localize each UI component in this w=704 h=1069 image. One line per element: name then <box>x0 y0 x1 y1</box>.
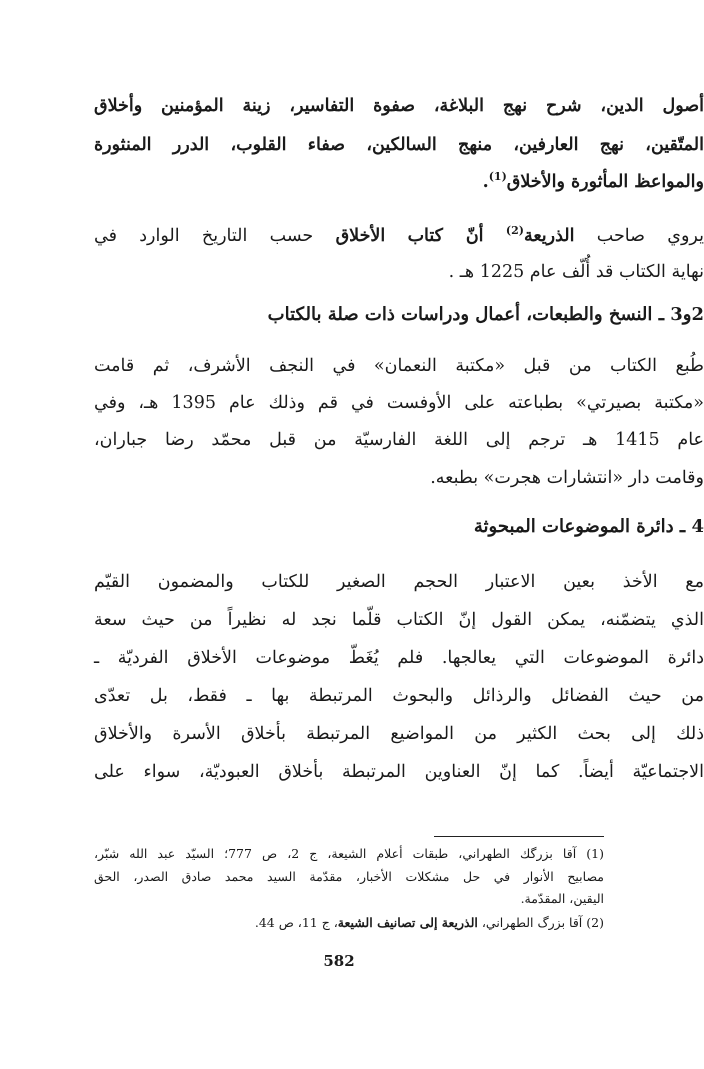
book-title-dharia: الذريعة <box>523 226 575 246</box>
footnote-1-text: آقا بزرگك الطهراني، طبقات أعلام الشيعة، ج 2، ص 777؛ السيّد عبد الله شبّر، <box>94 846 577 861</box>
footnote-2 <box>94 915 604 930</box>
footnote-1-number: (1) <box>586 846 604 861</box>
paragraph3-line1: طُبع الكتاب من قبل «مكتبة النعمان» في النجف الأشرف، ثم قامت <box>94 356 704 376</box>
footnote-2-author: آقا بزرگ الطهراني، <box>481 915 583 930</box>
footnote-2-number: (2) <box>586 915 604 930</box>
paragraph1-line1: أصول الدين، شرح نهج البلاغة، صفوة التفاسير، زينة المؤمنين وأخلاق <box>94 96 704 116</box>
footnote-2-title: الذريعة إلى تصانيف الشيعة <box>337 915 478 930</box>
paragraph3-line4: وقامت دار «انتشارات هجرت» بطبعه. <box>430 468 704 488</box>
paragraph4-line2: الذي يتضمّنه، يمكن القول إنّ الكتاب قلّما نجد له نظيراً من حيث سعة <box>94 610 704 630</box>
paragraph1-line3 <box>94 172 704 192</box>
paragraph4-line1: مع الأخذ بعين الاعتبار الحجم الصغير للكتاب والمضمون القيّم <box>94 572 704 592</box>
section-heading-editions: 2و3 ـ النسخ والطبعات، أعمال ودراسات ذات صلة بالكتاب <box>267 304 704 325</box>
paragraph2-line1-c: حسب التاريخ الوارد في <box>94 226 314 246</box>
paragraph2-line1-a: يروي صاحب <box>596 226 704 246</box>
book-title-akhlaq: الأخلاق <box>335 226 386 246</box>
footnote-ref-2[interactable]: (2) <box>505 224 524 238</box>
footnote-2-ref: ، ج 11، ص 44. <box>254 915 338 930</box>
paragraph4-line5: ذلك إلى بحث الكثير من المواضيع المرتبطة بأخلاق الأسرة والأخلاق <box>94 724 704 744</box>
paragraph2-line1-b: أنّ كتاب <box>407 226 484 246</box>
paragraph4-line4: من حيث الفضائل والرذائل والبحوث المرتبطة بها ـ فقط، بل تعدّى <box>94 686 704 706</box>
footnote-1-line2: مصابيح الأنوار في حل مشكلات الأخبار، مقدّمة السيد محمد صادق الصدر، الحق <box>94 869 604 884</box>
footnote-1-line1 <box>94 846 604 861</box>
paragraph1-line3-end: . <box>482 172 489 192</box>
paragraph4-line3: دائرة الموضوعات التي يعالجها. فلم يُغَطّ موضوعات الأخلاق الفرديّة ـ <box>94 648 704 668</box>
paragraph4-line6: الاجتماعيّة أيضاً. كما إنّ العناوين المرتبطة بأخلاق العبوديّة، سواء على <box>94 762 704 782</box>
paragraph3-line2: «مكتبة بصيرتي» بطباعته على الأوفست في قم وذلك عام 1395 هـ، وفي <box>94 393 704 413</box>
footnote-1-line3: اليقين، المقدّمة. <box>520 891 604 906</box>
paragraph2-line2: نهاية الكتاب قد أُلّف عام 1225 هـ . <box>448 262 704 282</box>
paragraph1-line3-text: والمواعظ المأثورة والأخلاق <box>506 172 704 192</box>
page-number: 582 <box>323 952 355 970</box>
section-heading-topics: 4 ـ دائرة الموضوعات المبحوثة <box>473 516 704 537</box>
paragraph2-line1 <box>94 226 704 246</box>
footnote-separator <box>434 836 604 837</box>
paragraph1-line2: المتّقين، نهج العارفين، منهج السالكين، صفاء القلوب، الدرر المنثورة <box>94 135 704 155</box>
footnote-ref-1[interactable]: (1) <box>488 170 507 184</box>
paragraph3-line3: عام 1415 هـ ترجم إلى اللغة الفارسيّة من قبل محمّد رضا جباران، <box>94 430 704 450</box>
